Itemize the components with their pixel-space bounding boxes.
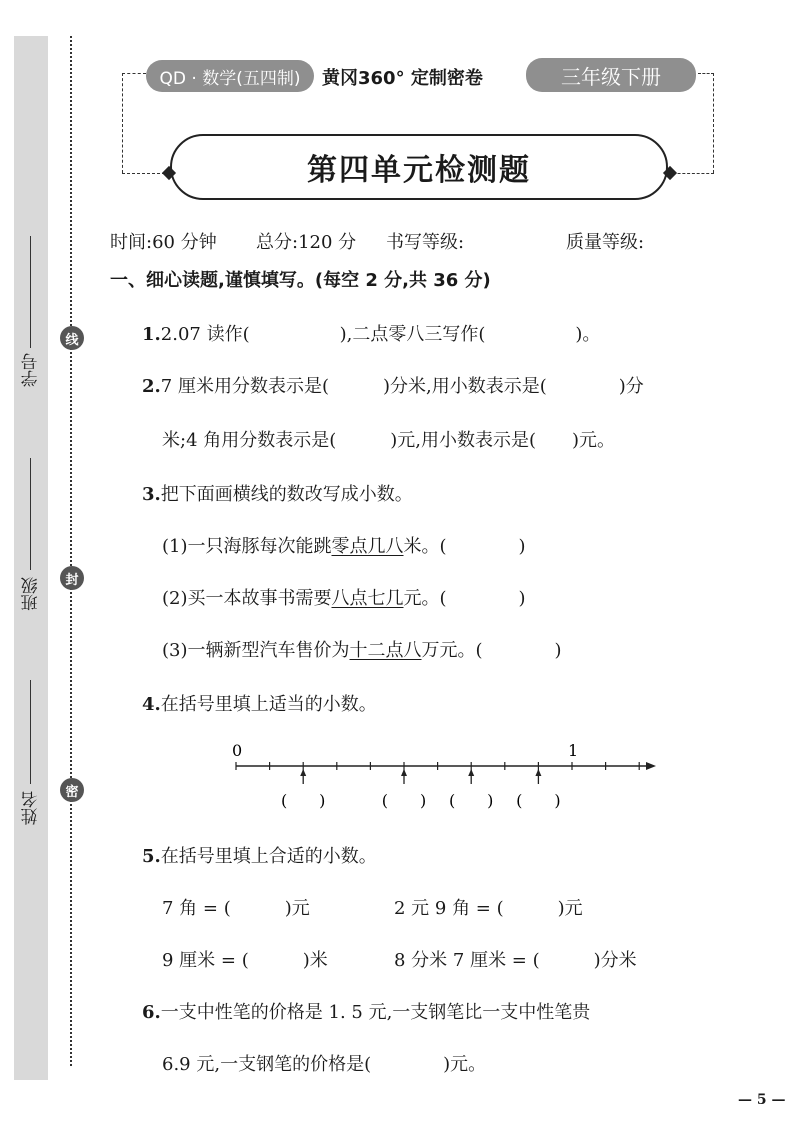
question-text: 7 厘米用分数表示是( )分米,用小数表示是( )分 [160, 376, 644, 397]
question-3-part-1 [162, 532, 526, 558]
pointer-arrowhead [468, 769, 474, 776]
label-one: 1 [568, 741, 579, 760]
question-2-line-2: 米;4 角用分数表示是( )元,用小数表示是( )元。 [162, 430, 616, 451]
time-info: 时间:60 分钟 [110, 232, 217, 253]
number-line [220, 738, 670, 814]
seal-seal-mark: 封 [60, 566, 84, 590]
part-text: 米。( ) [403, 536, 526, 557]
question-text: 一支中性笔的价格是 1. 5 元,一支钢笔比一支中性笔贵 [160, 1002, 591, 1023]
total-score: 总分:120 分 [256, 232, 357, 253]
grade-badge: 三年级下册 [526, 58, 696, 92]
axis-arrowhead [646, 762, 656, 770]
arrow-group [281, 769, 561, 810]
part-text: (3)一辆新型汽车售价为 [162, 640, 350, 661]
answer-bracket[interactable]: ( ) [516, 791, 561, 810]
section-heading: 一、细心读题,谨慎填写。(每空 2 分,共 36 分) [110, 270, 491, 291]
question-number: 2. [142, 376, 161, 397]
question-number: 6. [142, 1002, 161, 1023]
seal-secret-mark: 密 [60, 778, 84, 802]
student-no-blank [30, 236, 31, 348]
header-dash-left [122, 73, 146, 74]
header-dash-right [698, 73, 714, 74]
question-3-part-3 [162, 636, 562, 662]
header-dash-left-vertical [122, 73, 123, 173]
name-label: 姓名 [21, 791, 42, 825]
page-number: — 5 — [738, 1092, 786, 1108]
question-2 [142, 372, 644, 398]
answer-bracket[interactable]: ( ) [381, 791, 427, 810]
question-3-part-2 [162, 584, 526, 610]
question-6-line-2: 6.9 元,一支钢笔的价格是( )元。 [162, 1054, 487, 1075]
quality-grade: 质量等级: [566, 232, 645, 253]
question-text: 2.07 读作( ),二点零八三写作( )。 [160, 324, 601, 345]
question-text: 在括号里填上合适的小数。 [160, 846, 377, 867]
part-text: 元。( ) [403, 588, 526, 609]
header-dash-right-vertical [713, 73, 714, 173]
underlined-number: 零点几八 [331, 536, 404, 557]
binding-margin [14, 36, 48, 1080]
question-number: 1. [142, 324, 161, 345]
answer-bracket[interactable]: ( ) [448, 791, 494, 810]
pointer-arrowhead [535, 769, 541, 776]
conversion-b: 2 元 9 角 = ( )元 [394, 898, 583, 919]
underlined-number: 八点七几 [331, 588, 404, 609]
conversion-a: 7 角 = ( )元 [162, 898, 310, 919]
conversion-c: 9 厘米 = ( )米 [162, 950, 328, 971]
question-text: 在括号里填上适当的小数。 [160, 694, 377, 715]
conversion-d: 8 分米 7 厘米 = ( )分米 [394, 950, 637, 971]
part-text: (2)买一本故事书需要 [162, 588, 332, 609]
question-text: 把下面画横线的数改写成小数。 [160, 484, 413, 505]
pointer-arrowhead [300, 769, 306, 776]
page-title: 第四单元检测题 [170, 134, 668, 200]
writing-grade: 书写等级: [386, 232, 465, 253]
student-no-label: 学号 [21, 353, 42, 387]
name-blank [30, 680, 31, 784]
question-number: 5. [142, 846, 161, 867]
cut-line [70, 36, 72, 1066]
answer-bracket[interactable]: ( ) [280, 791, 326, 810]
question-4 [142, 690, 377, 716]
question-1 [142, 320, 600, 346]
label-zero: 0 [232, 741, 243, 760]
pointer-arrowhead [401, 769, 407, 776]
question-6 [142, 998, 590, 1024]
part-text: 万元。( ) [421, 640, 562, 661]
question-5 [142, 842, 377, 868]
question-number: 4. [142, 694, 161, 715]
part-text: (1)一只海豚每次能跳 [162, 536, 332, 557]
underlined-number: 十二点八 [349, 640, 422, 661]
class-label: 班级 [21, 577, 42, 611]
seal-line-mark: 线 [60, 326, 84, 350]
question-3 [142, 480, 413, 506]
brand-text: 黄冈360° 定制密卷 [322, 68, 483, 89]
class-blank [30, 458, 31, 570]
edition-badge: QD · 数学(五四制) [146, 60, 314, 92]
question-number: 3. [142, 484, 161, 505]
